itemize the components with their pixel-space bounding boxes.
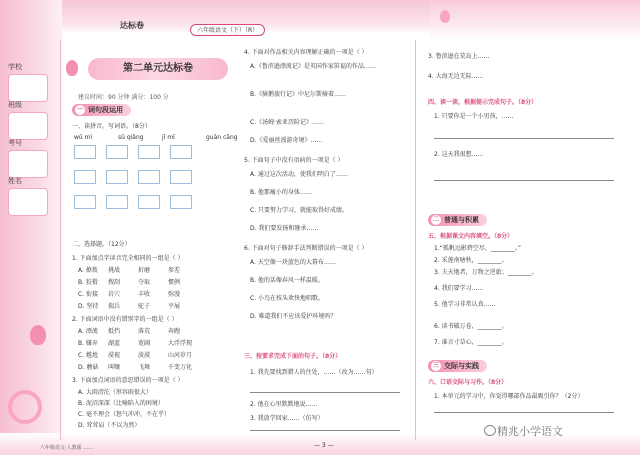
answer-box[interactable]: [170, 145, 192, 159]
question-line: 2. 这天我很想……: [434, 151, 484, 158]
answer-box[interactable]: [170, 195, 192, 209]
class-input[interactable]: [8, 112, 48, 140]
option-row: C. 尴尬 漠视 淡漠 山河岁月: [78, 352, 193, 359]
option-line: C. 小鸟在枝头欢快地唱歌。: [250, 295, 325, 302]
question-line: 1. 下面加点字读音完全相同的一组是（ ）: [72, 255, 184, 262]
option-row: B. 嫌弃 湖蓝 宽阔 大浮浮现: [78, 340, 193, 347]
section-tag: 一 词句段运用: [72, 104, 131, 116]
option-line: B.《骑鹅旅行记》中尼尔斯骑着……: [250, 91, 347, 98]
option-line: B. 泥沼深深（比喻陷入的困境）: [78, 400, 164, 407]
question-5-title: 五、根据课文内容填空。（8分）: [428, 233, 514, 240]
fill-line: 7. 谁言寸草心，________。: [434, 339, 508, 346]
option-row: C. 衔接 岩穴 丰收 弥漫: [78, 291, 181, 298]
answer-box-row: [74, 195, 202, 211]
answer-line[interactable]: [250, 430, 400, 431]
answer-box[interactable]: [106, 170, 128, 184]
question-line: 6. 下面对句子修辞手法判断错误的一项是（ ）: [244, 245, 368, 252]
option-row: D. 蘑菇 叫嚷 飞舞 千变万化: [78, 364, 193, 371]
option-row: A. 漂流 抵挡 落荒 奔跑: [78, 328, 181, 335]
option-row: B. 狡猾 搜刮 夺取 惯例: [78, 279, 181, 286]
name-input[interactable]: [8, 188, 48, 216]
pinyin-row: wǔ mì sǔ qiǎng jǐ mǐ guān cāng: [74, 134, 238, 141]
fill-line: 6. 读书破万卷，________。: [434, 323, 508, 330]
ring-decoration-icon: [8, 390, 42, 424]
question-2-title: 二、选择题。（12分）: [72, 241, 131, 248]
question-line: 1. 只要你是一个小男孩，……: [434, 113, 514, 120]
footer-text: 六年级语文·人教版 ……: [40, 445, 94, 451]
exam-meta: 建议时间：90 分钟 满分：100 分: [78, 94, 169, 101]
question-3-title: 三、按要求完成下面的句子。（8分）: [244, 353, 342, 360]
question-line: 2. 他在心里默默地说……: [250, 401, 318, 408]
answer-box[interactable]: [74, 170, 96, 184]
question-line: 1. 我先要找到猎人的住处，……（改为……句）: [250, 369, 378, 376]
option-line: D. 难道我们不应该爱护环境吗？: [250, 313, 337, 320]
answer-box[interactable]: [74, 145, 96, 159]
column-divider: [415, 40, 416, 440]
answer-line[interactable]: [434, 138, 614, 139]
option-line: A. 通过这次活动，使我们明白了……: [250, 171, 348, 178]
side-field-name: 姓名: [8, 176, 52, 216]
option-line: D. 我们要发扬和继承……: [250, 225, 319, 232]
section-tag: 三 交际与实践: [428, 360, 487, 372]
question-line: 4. 下面对作品相关内容理解正确的一项是（ ）: [244, 49, 368, 56]
page-number: — 3 —: [314, 442, 334, 449]
fill-line: 2. 采莲南塘秋，________。: [434, 257, 508, 264]
wechat-icon: [484, 425, 496, 436]
fill-line: 4. 我们要学习……: [434, 285, 484, 292]
question-line: 2. 下面词语中没有错别字的一组是（ ）: [72, 316, 178, 323]
option-line: D.《爱丽丝漫游奇境》……: [250, 137, 323, 144]
balloon-icon: [440, 10, 450, 23]
answer-line[interactable]: [250, 392, 400, 393]
balloon-icon: [30, 325, 46, 345]
question-line: 3. 下面加点词语的意思错误的一项是（ ）: [72, 377, 184, 384]
column-divider: [60, 40, 61, 440]
option-row: A. 撩拨 挑战 折磨 参差: [78, 267, 181, 274]
option-line: A. 天空像一块蓝色的大幕布……: [250, 259, 336, 266]
option-line: A.《鲁滨逊漂流记》是英国作家笛福的作品……: [250, 63, 376, 70]
option-line: D. 耸耸肩（不以为然）: [78, 422, 141, 429]
answer-box-row: [74, 145, 202, 161]
side-field-id: 考号: [8, 138, 52, 178]
answer-box[interactable]: [138, 195, 160, 209]
answer-line[interactable]: [434, 412, 614, 413]
option-line: C. 毫不理会（怒气冲冲，不在乎）: [78, 411, 171, 418]
grade-tag: 六年级语文（下）（R）: [190, 24, 265, 36]
option-row: D. 坚持 揣兵 驼子 平展: [78, 303, 181, 310]
answer-box[interactable]: [106, 145, 128, 159]
question-6-title: 六、口语交际与习作。（8分）: [428, 379, 508, 386]
side-field-school: 学校: [8, 62, 52, 102]
question-1-title: 一、读拼音，写词语。（8分）: [72, 123, 151, 130]
header-decoration: [430, 0, 640, 40]
option-line: B. 他那瘦小的身体……: [250, 189, 312, 196]
answer-line[interactable]: [434, 180, 614, 181]
watermark: 精兆小学语文: [497, 425, 563, 438]
school-input[interactable]: [8, 74, 48, 102]
fill-line: 3. 夫天地者，万物之逆旅；________。: [434, 269, 538, 276]
answer-box[interactable]: [138, 145, 160, 159]
exam-title: 第二单元达标卷: [88, 58, 228, 80]
fill-line: 1.“孤帆远影碧空尽，________。”: [434, 245, 521, 252]
id-input[interactable]: [8, 150, 48, 178]
answer-box-row: [74, 170, 202, 186]
side-field-class: 班级: [8, 100, 52, 140]
answer-box[interactable]: [138, 170, 160, 184]
fill-line: 5. 他学习非常认真……: [434, 301, 496, 308]
option-line: C. 只要努力学习，就能取得好成绩。: [250, 207, 349, 214]
option-line: B. 他的话像春风一样温暖。: [250, 277, 324, 284]
question-line: 4. 大海无边无际……: [428, 73, 484, 80]
section-tag: 二 普通与积累: [428, 214, 487, 226]
answer-box[interactable]: [106, 195, 128, 209]
header-subtitle: 达标卷: [120, 21, 144, 30]
question-4-title: 四、读一读，根据提示完成句子。（8分）: [428, 99, 538, 106]
question-line: 3. 我放学回家……（仿写）: [250, 415, 324, 422]
answer-box[interactable]: [74, 195, 96, 209]
question-line: 3. 鲁滨逊在荒岛上……: [428, 53, 490, 60]
question-line: 1. 本单元的学习中，你觉得哪部作品最吸引你？（2分）: [434, 393, 584, 400]
option-line: A. 大雨滂沱（形容雨很大）: [78, 389, 152, 396]
balloon-icon: [66, 60, 78, 76]
option-line: C.《汤姆·索亚历险记》……: [250, 119, 325, 126]
answer-box[interactable]: [170, 170, 192, 184]
question-line: 5. 下面句子中没有语病的一项是（ ）: [244, 157, 344, 164]
